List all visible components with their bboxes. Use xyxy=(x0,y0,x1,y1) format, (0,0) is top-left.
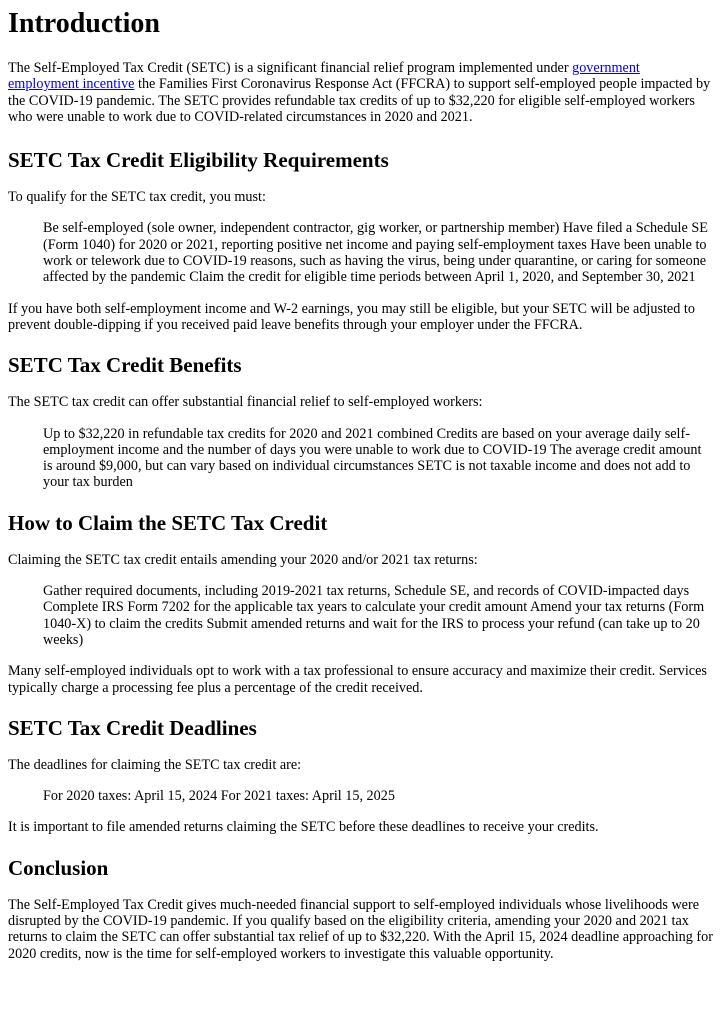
government-employment-incentive-link[interactable]: government employment incentive xyxy=(8,60,640,93)
claim-heading: How to Claim the SETC Tax Credit xyxy=(8,510,328,535)
claim-list: Gather required documents, including 2019-2021 tax returns, Schedule SE, and records of COVID-impacted days Complete IRS Form 7202 for the applicable tax years to calculate your credit amount Amend your tax returns (Form 1040-X) to claim the credits Submit amended returns and wait for the IRS to process your refund (can take up to 20 weeks) xyxy=(43,583,705,648)
eligibility-note: If you have both self-employment income and W-2 earnings, you may still be eligible, but your SETC will be adjusted to prevent double-dipping if you received paid leave benefits through your employer under the FFCRA. xyxy=(8,300,695,333)
eligibility-section xyxy=(8,147,713,333)
benefits-section xyxy=(8,352,713,490)
conclusion-text: The Self-Employed Tax Credit gives much-needed financial support to self-employed individuals whose livelihoods were disrupted by the COVID-19 pandemic. If you qualify based on the eligibility criteria, amending your 2020 and 2021 tax returns to claim the SETC can offer substantial tax relief of up to $32,220. With the April 15, 2024 deadline approaching for 2020 credits, now is the time for self-employed workers to investigate this valuable opportunity. xyxy=(8,896,713,962)
eligibility-list: Be self-employed (sole owner, independent contractor, gig worker, or partnership member) Have filed a Schedule SE (Form 1040) for 2020 or 2021, reporting positive net income and paying self-employment taxes Have been unable to work or telework due to COVID-19 reasons, such as having the virus, being under quarantine, or caring for someone affected by the pandemic Claim the credit for eligible time periods between April 1, 2020, and September 30, 2021 xyxy=(43,220,708,286)
intro-heading: Introduction xyxy=(8,8,160,39)
claim-section xyxy=(8,510,713,696)
deadlines-note: It is important to file amended returns claiming the SETC before these deadlines to receive your credits. xyxy=(8,819,599,836)
claim-note: Many self-employed individuals opt to work with a tax professional to ensure accuracy and maximize their credit. Services typically charge a processing fee plus a percentage of the credit received. xyxy=(8,663,707,696)
conclusion-section xyxy=(8,855,713,962)
document-page xyxy=(0,6,720,962)
deadlines-heading: SETC Tax Credit Deadlines xyxy=(8,715,257,740)
intro-text-after-link: the Families First Coronavirus Response Act (FFCRA) to support self-employed people impacted by the COVID-19 pandemic. The SETC provides refundable tax credits of up to $32,220 for eligible self-employed workers who were unable to work due to COVID-related circumstances in 2020 and 2021. xyxy=(8,76,711,125)
deadlines-lead: The deadlines for claiming the SETC tax credit are: xyxy=(8,756,302,773)
conclusion-heading: Conclusion xyxy=(8,855,109,880)
intro-text-before-link: The Self-Employed Tax Credit (SETC) is a significant financial relief program implemented under xyxy=(8,60,573,76)
benefits-list: Up to $32,220 in refundable tax credits for 2020 and 2021 combined Credits are based on your average daily self-employment income and the number of days you were unable to work due to COVID-19 The average credit amount is around $9,000, but can vary based on individual circumstances SETC is not taxable income and does not add to your tax burden xyxy=(43,425,702,491)
deadlines-list: For 2020 taxes: April 15, 2024 For 2021 taxes: April 15, 2025 xyxy=(43,788,395,805)
intro-section xyxy=(8,6,713,125)
benefits-heading: SETC Tax Credit Benefits xyxy=(8,353,242,378)
eligibility-lead: To qualify for the SETC tax credit, you must: xyxy=(8,189,266,206)
eligibility-heading: SETC Tax Credit Eligibility Requirements xyxy=(8,148,389,173)
claim-lead: Claiming the SETC tax credit entails amending your 2020 and/or 2021 tax returns: xyxy=(8,551,478,568)
intro-paragraph xyxy=(8,60,713,125)
benefits-lead: The SETC tax credit can offer substantial financial relief to self-employed workers: xyxy=(8,394,483,411)
deadlines-section xyxy=(8,715,713,836)
